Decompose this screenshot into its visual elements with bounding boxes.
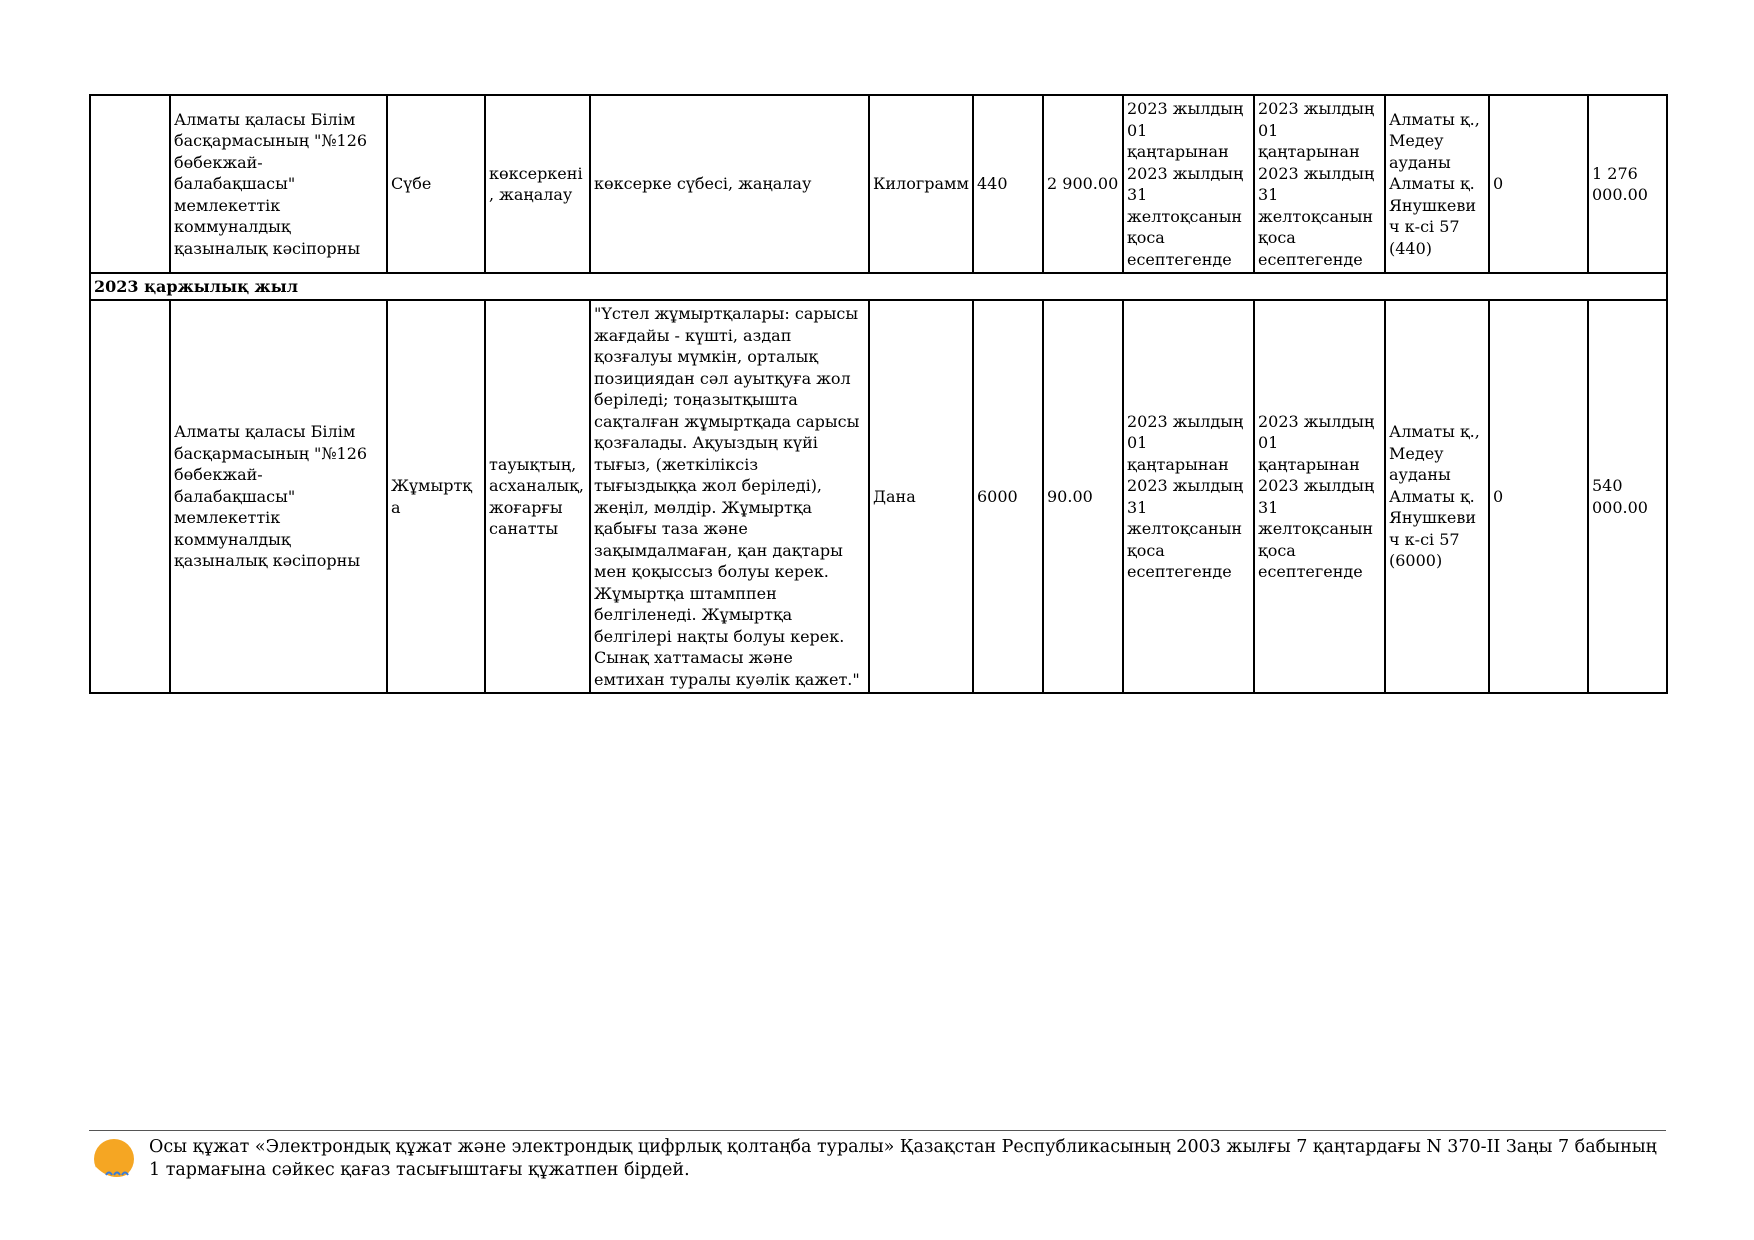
price-cell: 90.00: [1043, 300, 1123, 693]
delivery-place-cell: Алматы қ., Медеу ауданы Алматы қ. Янушкевич к-сі 57 (6000): [1385, 300, 1489, 693]
e-gov-seal-icon: [92, 1137, 140, 1185]
quantity-cell: 440: [973, 95, 1043, 273]
section-title: 2023 қаржылық жыл: [90, 273, 1667, 300]
table-row: [90, 95, 1667, 273]
unit-cell: Килограмм: [869, 95, 973, 273]
section-row: [90, 273, 1667, 300]
customer-cell: Алматы қаласы Білім басқармасының "№126 бөбекжай-балабақшасы" мемлекеттік коммуналдық қазыналық кәсіпорны: [170, 300, 387, 693]
short-characteristic-cell: тауықтың, асханалық, жоғарғы санатты: [485, 300, 590, 693]
table-row: [90, 300, 1667, 693]
footer-divider: [89, 1130, 1666, 1131]
advance-cell: 0: [1489, 300, 1588, 693]
contract-term-cell: 2023 жылдың 01 қаңтарынан 2023 жылдың 31 желтоқсанын қоса есептегенде: [1254, 95, 1385, 273]
quantity-cell: 6000: [973, 300, 1043, 693]
row-number-cell: [90, 95, 170, 273]
sum-cell: 1 276 000.00: [1588, 95, 1667, 273]
customer-cell: Алматы қаласы Білім басқармасының "№126 бөбекжай-балабақшасы" мемлекеттік коммуналдық қазыналық кәсіпорны: [170, 95, 387, 273]
procurement-table: [89, 94, 1668, 694]
footer-legal-text: Осы құжат «Электрондық құжат және электрондық цифрлық қолтаңба туралы» Қазақстан Республикасының 2003 жылғы 7 қаңтардағы N 370-II Заңы 7 бабының 1 тармағына сәйкес қағаз тасығыштағы құжатпен бірдей.: [149, 1137, 1657, 1180]
contract-term-cell: 2023 жылдың 01 қаңтарынан 2023 жылдың 31 желтоқсанын қоса есептегенде: [1254, 300, 1385, 693]
description-cell: "Үстел жұмыртқалары: сарысы жағдайы - күшті, аздап қозғалуы мүмкін, орталық позициядан сәл ауытқуға жол беріледі; тоңазытқышта сақталған жұмыртқада сарысы қозғалады. Ақуыздың күйі тығыз, (жеткіліксіз тығыздыққа жол беріледі), жеңіл, мөлдір. Жұмыртқа қабығы таза және зақымдалмаған, қан дақтары мен қоқыссыз болуы керек. Жұмыртқа штамппен белгіленеді. Жұмыртқа белгілері нақты болуы керек. Сынақ хаттамасы және емтихан туралы куәлік қажет.": [590, 300, 869, 693]
price-cell: 2 900.00: [1043, 95, 1123, 273]
row-number-cell: [90, 300, 170, 693]
unit-cell: Дана: [869, 300, 973, 693]
delivery-term-cell: 2023 жылдың 01 қаңтарынан 2023 жылдың 31 желтоқсанын қоса есептегенде: [1123, 95, 1254, 273]
item-name-cell: Жұмыртқа: [387, 300, 485, 693]
footer: [89, 1135, 1666, 1187]
sum-cell: 540 000.00: [1588, 300, 1667, 693]
item-name-cell: Сүбе: [387, 95, 485, 273]
description-cell: көксерке сүбесі, жаңалау: [590, 95, 869, 273]
advance-cell: 0: [1489, 95, 1588, 273]
delivery-term-cell: 2023 жылдың 01 қаңтарынан 2023 жылдың 31 желтоқсанын қоса есептегенде: [1123, 300, 1254, 693]
delivery-place-cell: Алматы қ., Медеу ауданы Алматы қ. Янушкевич к-сі 57 (440): [1385, 95, 1489, 273]
short-characteristic-cell: көксеркені, жаңалау: [485, 95, 590, 273]
